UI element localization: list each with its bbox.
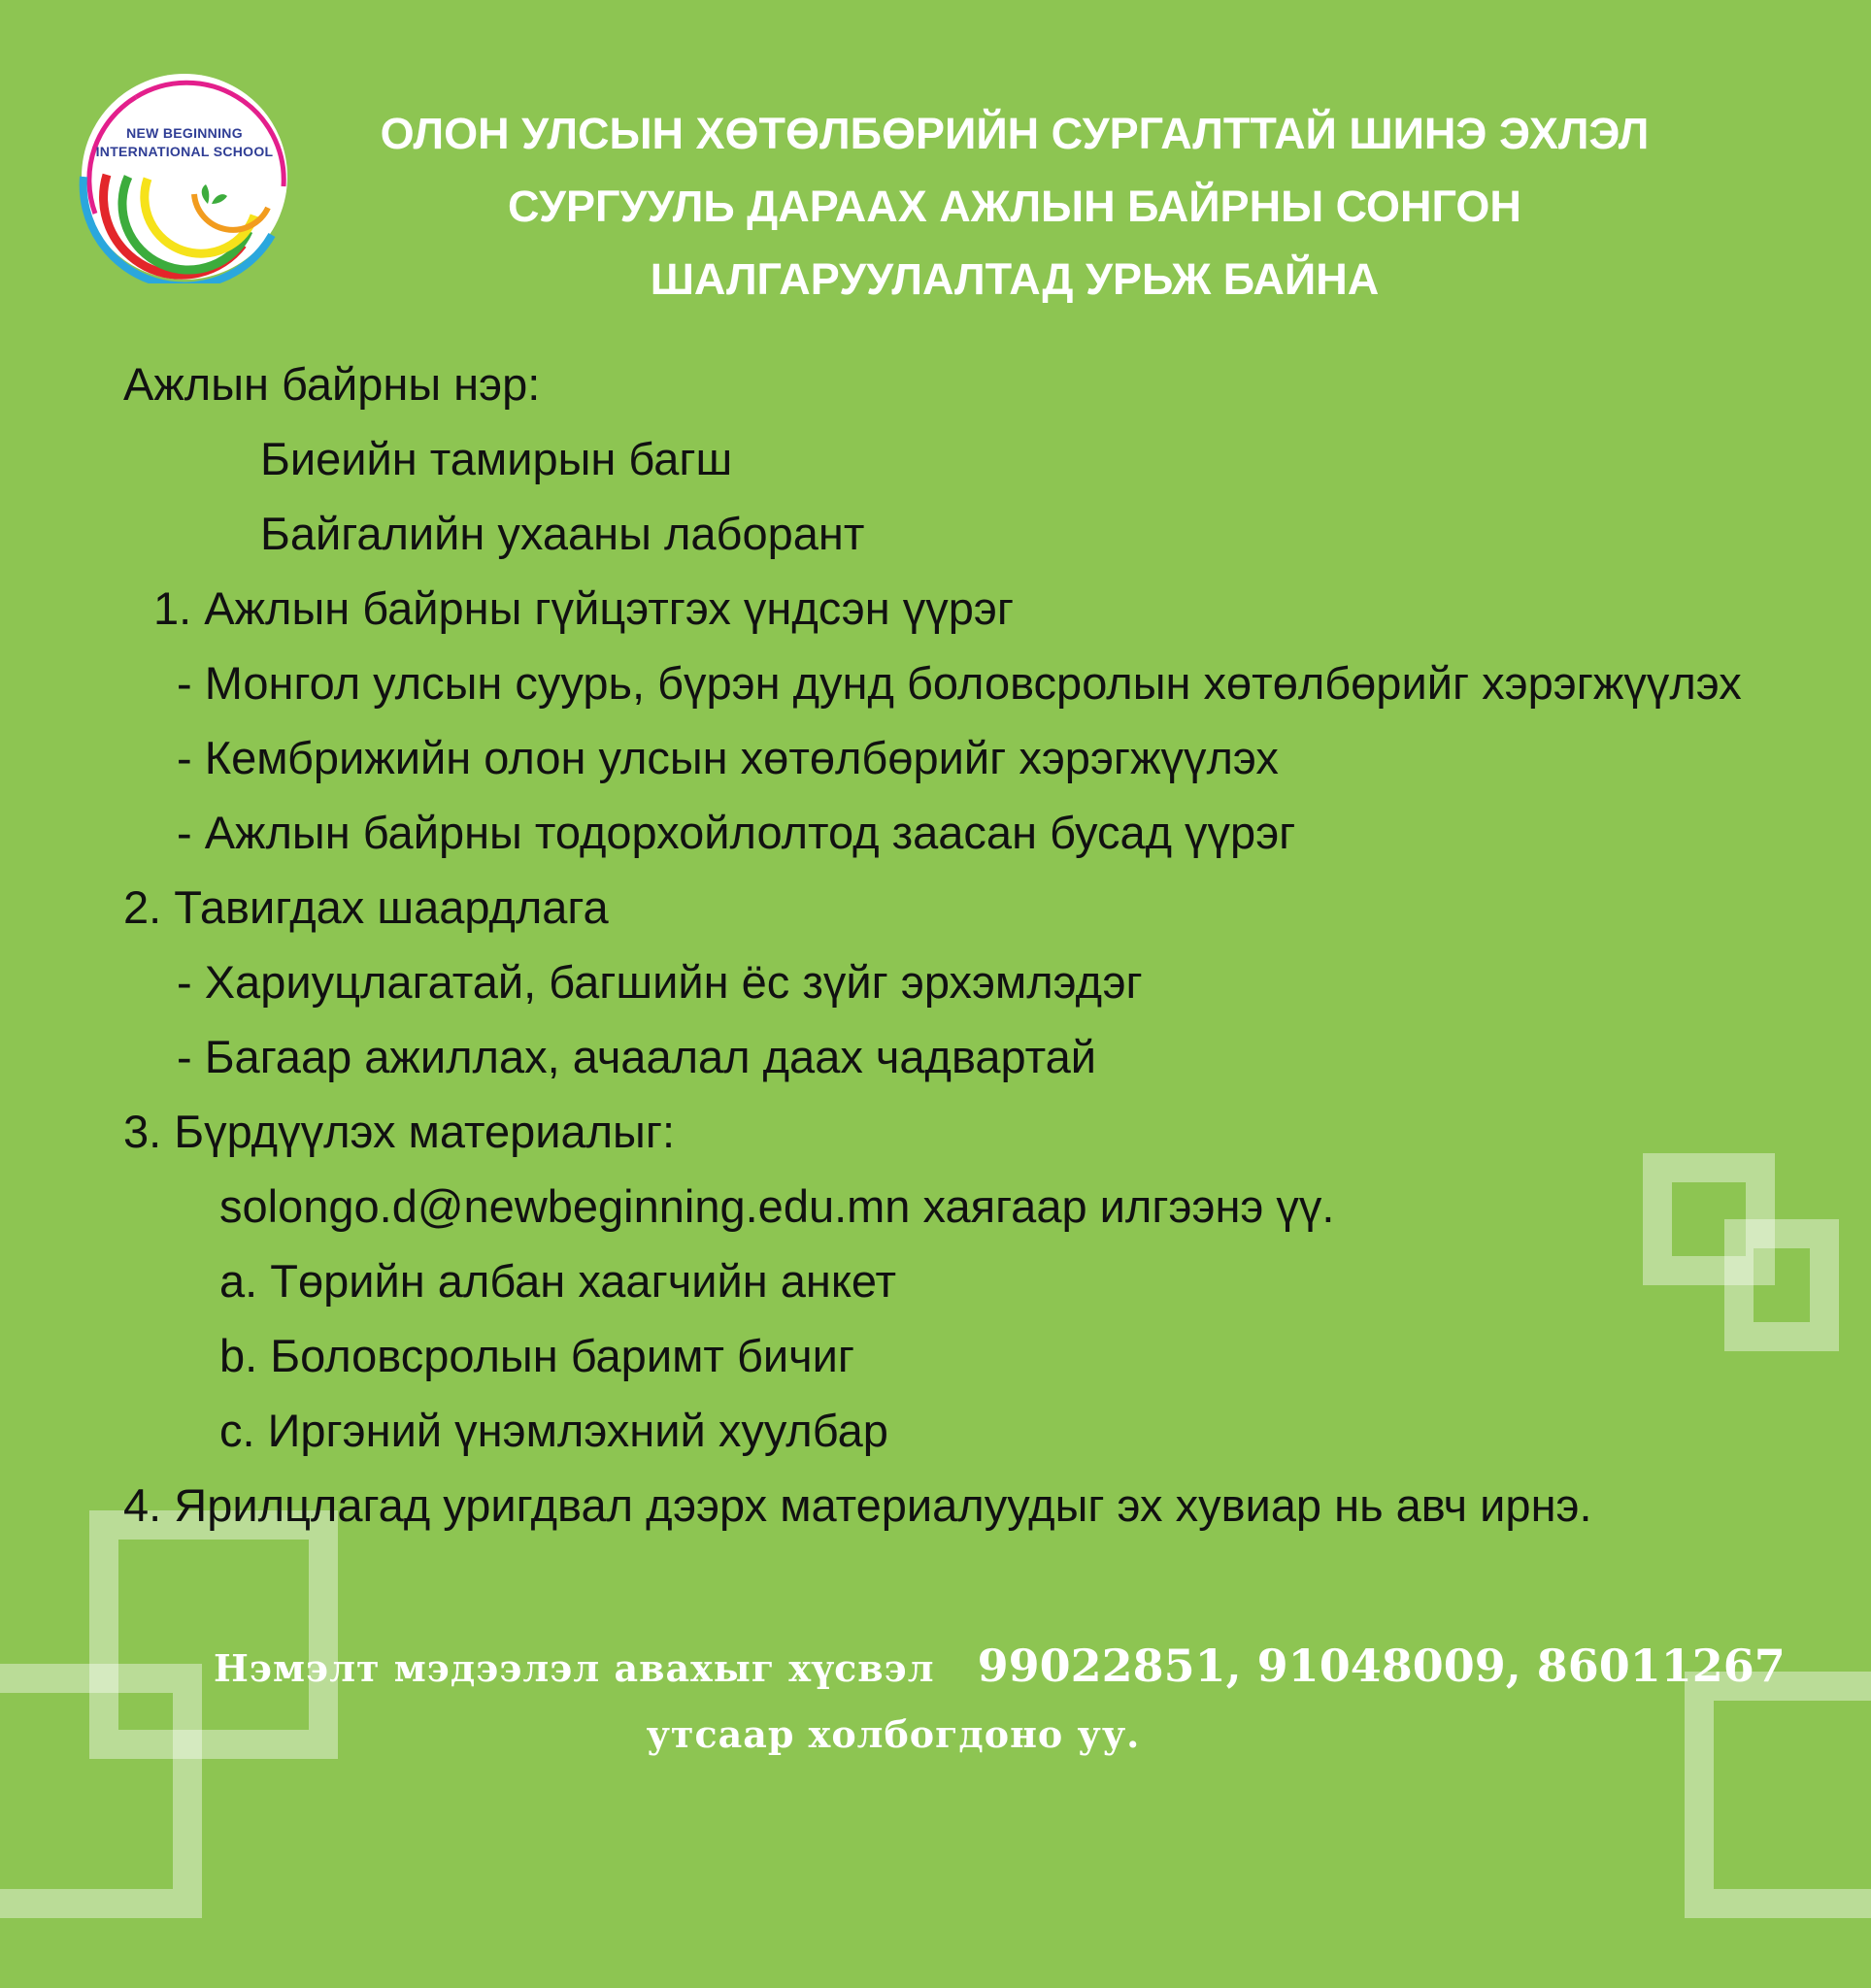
job-item: Биеийн тамирын багш — [260, 433, 733, 484]
title-line-3: ШАЛГАРУУЛАЛТАД УРЬЖ БАЙНА — [650, 254, 1380, 304]
contact-info — [214, 1637, 1786, 1698]
section-3-title: 3. Бүрдүүлэх материалыг: — [123, 1106, 676, 1157]
contact-label: Нэмэлт мэдээлэл авахыг хүсвэл — [214, 1646, 935, 1690]
title-line-2: СУРГУУЛЬ ДАРААХ АЖЛЫН БАЙРНЫ СОНГОН — [508, 182, 1521, 231]
deco-frame-left-2 — [0, 1664, 202, 1918]
section-2-item: - Хариуцлагатай, багшийн ёс зүйг эрхэмлэдэг — [177, 956, 1143, 1008]
logo-line-1: NEW BEGINNING — [126, 125, 243, 141]
section-1-item: - Монгол улсын суурь, бүрэн дунд боловсролын хөтөлбөрийг хэрэгжүүлэх — [177, 657, 1742, 709]
section-2-item: - Багаар ажиллах, ачаалал даах чадвартай — [177, 1031, 1097, 1082]
job-item: Байгалийн ухааны лаборант — [260, 508, 865, 559]
section-3-email-line: solongo.d@newbeginning.edu.mn хаягаар илгээнэ үү. — [219, 1180, 1335, 1232]
contact-line-2: утсаар холбогдоно уу. — [646, 1712, 1141, 1756]
logo-emblem-icon — [78, 70, 291, 283]
section-3-item: b. Боловсролын баримт бичиг — [219, 1330, 855, 1381]
school-logo — [78, 70, 291, 283]
section-4-title: 4. Ярилцлагад уригдвал дээрх материалуудыг эх хувиар нь авч ирнэ. — [123, 1479, 1592, 1531]
logo-line-2: INTERNATIONAL SCHOOL — [95, 144, 274, 159]
section-1-item: - Кембрижийн олон улсын хөтөлбөрийг хэрэгжүүлэх — [177, 732, 1279, 783]
job-label: Ажлын байрны нэр: — [123, 358, 541, 410]
deco-frame-bottom-right — [1685, 1672, 1871, 1918]
section-1-item: - Ажлын байрны тодорхойлолтод заасан бусад үүрэг — [177, 807, 1296, 858]
section-3-item: a. Төрийн албан хаагчийн анкет — [219, 1255, 897, 1307]
title-line-1: ОЛОН УЛСЫН ХӨТӨЛБӨРИЙН СУРГАЛТТАЙ ШИНЭ ЭХЛЭЛ — [380, 109, 1650, 158]
section-3-item: c. Иргэний үнэмлэхний хуулбар — [219, 1405, 888, 1456]
page-title — [379, 97, 1651, 315]
phone-numbers: 99022851, 91048009, 86011267 — [977, 1640, 1786, 1692]
section-2-title: 2. Тавигдах шаардлага — [123, 881, 609, 933]
section-1-title: 1. Ажлын байрны гүйцэтгэх үндсэн үүрэг — [153, 582, 1015, 634]
deco-frame-top-right-2 — [1724, 1219, 1839, 1351]
logo-text — [78, 124, 291, 161]
